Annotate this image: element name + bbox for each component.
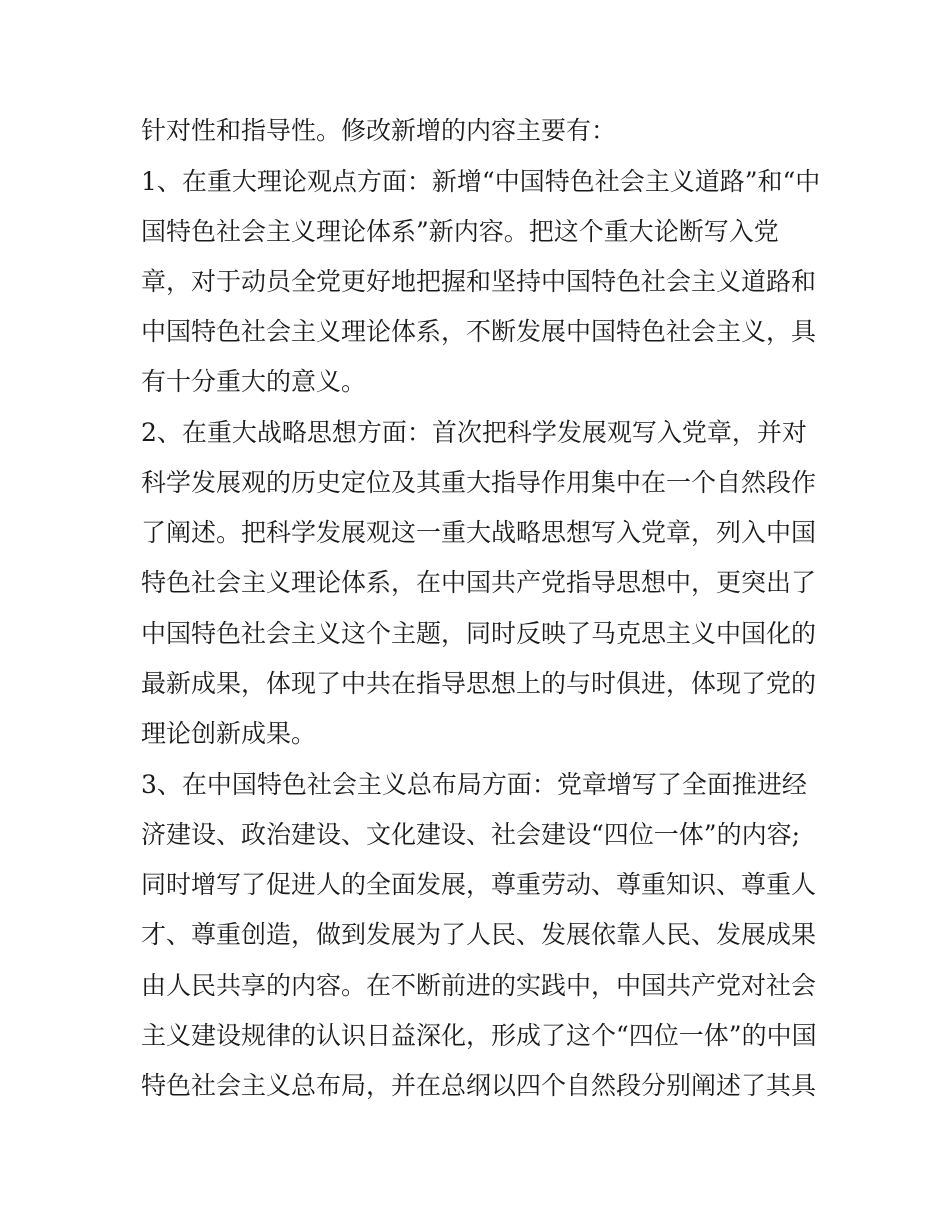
text-line: 才、尊重创造，做到发展为了人民、发展依靠人民、发展成果 <box>141 920 817 949</box>
text-line: 3、在中国特色社会主义总布局方面：党章增写了全面推进经 <box>141 770 807 799</box>
text-line: 了阐述。把科学发展观这一重大战略思想写入党章，列入中国 <box>141 518 817 547</box>
text-line: 同时增写了促进人的全面发展，尊重劳动、尊重知识、尊重人 <box>141 870 817 899</box>
text-line: 特色社会主义理论体系，在中国共产党指导思想中，更突出了 <box>141 568 817 597</box>
text-line: 国特色社会主义理论体系”新内容。把这个重大论断写入党 <box>141 217 779 246</box>
text-line: 最新成果，体现了中共在指导思想上的与时俱进，体现了党的 <box>141 669 817 698</box>
text-line: 章，对于动员全党更好地把握和坚持中国特色社会主义道路和 <box>141 267 817 296</box>
text-line: 中国特色社会主义理论体系，不断发展中国特色社会主义，具 <box>141 317 817 346</box>
text-line: 1、在重大理论观点方面：新增“中国特色社会主义道路”和“中 <box>141 167 821 196</box>
text-line: 中国特色社会主义这个主题，同时反映了马克思主义中国化的 <box>141 619 817 648</box>
text-line: 由人民共享的内容。在不断前进的实践中，中国共产党对社会 <box>141 971 817 1000</box>
text-line: 有十分重大的意义。 <box>141 367 367 396</box>
text-line: 特色社会主义总布局，并在总纲以四个自然段分别阐述了其具 <box>141 1071 817 1100</box>
text-line: 针对性和指导性。修改新增的内容主要有： <box>141 116 617 145</box>
text-line: 主义建设规律的认识日益深化，形成了这个“四位一体”的中国 <box>141 1021 817 1050</box>
text-line: 理论创新成果。 <box>141 719 317 748</box>
text-line: 科学发展观的历史定位及其重大指导作用集中在一个自然段作 <box>141 468 817 497</box>
text-line: 2、在重大战略思想方面：首次把科学发展观写入党章，并对 <box>141 418 807 447</box>
text-line: 济建设、政治建设、文化建设、社会建设“四位一体”的内容; <box>141 820 800 849</box>
